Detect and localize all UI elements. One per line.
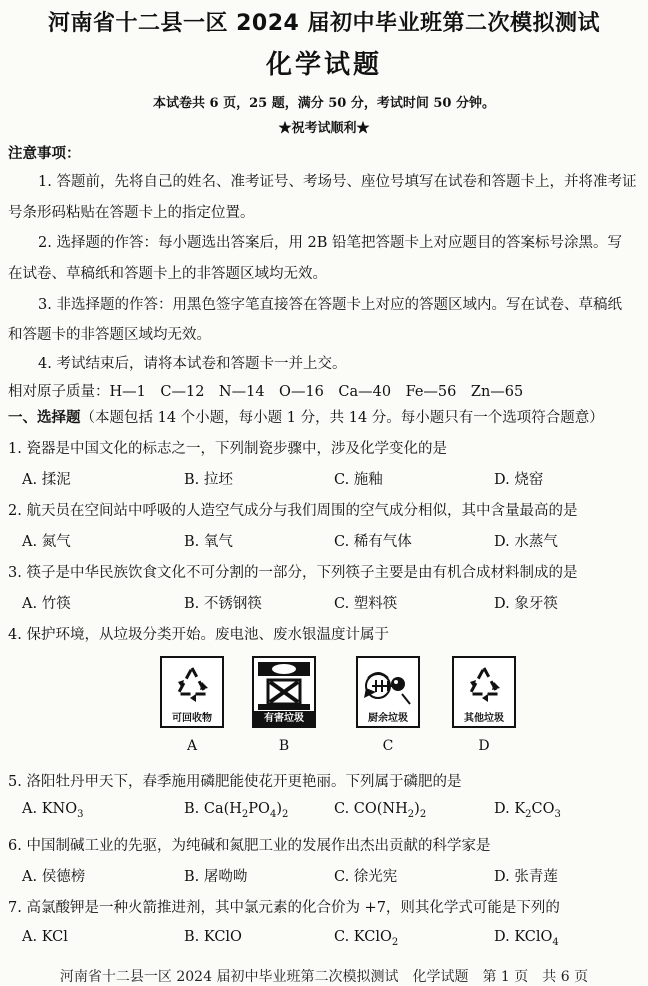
bin-option-d [452,656,516,728]
notice-heading: 注意事项： [8,146,81,162]
section-1-desc: （本题包括 14 个小题，每小题 1 分，共 14 分。每小题只有一个选项符合题意） [80,410,604,426]
question-2-option-d: D. 水蒸气 [494,534,558,550]
question-7-option-d: D. KClO$_4$ [494,929,559,948]
section-1-header [8,406,604,427]
question-6-stem: 6. 中国制碱工业的先驱，为纯碱和氮肥工业的发展作出杰出贡献的科学家是 [8,838,491,854]
bin-option-a [160,656,224,728]
exam-title: 河南省十二县一区 2024 届初中毕业班第二次模拟测试 [47,11,601,36]
bin-label-b: 有害垃圾 [254,711,314,726]
recycle-icon [454,658,514,714]
bin-label-d: 其他垃圾 [464,713,504,724]
bin-letter-b: B [278,738,290,754]
exam-info: 本试卷共 6 页，25 题，满分 50 分，考试时间 50 分钟。 [153,96,495,111]
page-footer: 河南省十二县一区 2024 届初中毕业班第二次模拟测试 化学试题 第 1 页 共 6 页 [59,969,589,985]
question-7-option-b: B. KClO [184,929,242,945]
question-4-stem: 4. 保护环境，从垃圾分类开始。废电池、废水银温度计属于 [8,627,389,643]
question-5-option-c: C. $CO(NH_2)_2$ [334,801,427,820]
question-3-option-d: D. 象牙筷 [494,596,558,612]
bin-label-c: 厨余垃圾 [368,713,408,724]
question-5-option-b: B. $Ca(H_2PO_4)_2$ [184,801,289,820]
question-5-option-a: A. $KNO_3$ [22,801,84,820]
question-1-option-b: B. 拉坯 [184,472,233,488]
question-5-option-d: D. $K_2CO_3$ [494,801,561,820]
bin-letter-a: A [186,738,198,754]
notice-item-2-line-1: 2. 选择题的作答：每小题选出答案后，用 2B 铅笔把答题卡上对应题目的答案标号涂黑。写 [38,235,623,251]
hazardous-waste-icon [254,658,314,714]
notice-item-1-line-2: 号条形码粘贴在答题卡上的指定位置。 [8,205,255,221]
question-5-stem: 5. 洛阳牡丹甲天下，春季施用磷肥能使花开更艳丽。下列属于磷肥的是 [8,774,462,790]
notice-item-1-line-1: 1. 答题前，先将自己的姓名、准考证号、考场号、座位号填写在试卷和答题卡上，并将准考证 [38,174,637,190]
exam-wish: ★祝考试顺利★ [278,121,370,136]
question-2-stem: 2. 航天员在空间站中呼吸的人造空气成分与我们周围的空气成分相似，其中含量最高的是 [8,503,578,519]
atomic-mass-line: 相对原子质量：H—1 C—12 N—14 O—16 Ca—40 Fe—56 Zn—65 [8,384,524,400]
question-6-option-b: B. 屠呦呦 [184,869,248,885]
question-1-option-d: D. 烧窑 [494,472,544,488]
notice-item-3-line-2: 和答题卡的非答题区域均无效。 [8,327,211,343]
question-2-option-a: A. 氮气 [22,534,71,550]
question-1-option-a: A. 揉泥 [22,472,71,488]
bin-label-a: 可回收物 [172,713,212,724]
bin-option-b [252,656,316,728]
question-3-option-a: A. 竹筷 [22,596,71,612]
question-1-option-c: C. 施釉 [334,472,383,488]
question-7-option-c: C. KClO$_2$ [334,929,399,948]
question-7-option-a: A. KCl [22,929,68,945]
recycle-icon [162,658,222,714]
question-6-option-c: C. 徐光宪 [334,869,398,885]
question-3-option-c: C. 塑料筷 [334,596,398,612]
fish-bone-icon [358,658,418,714]
question-7-stem: 7. 高氯酸钾是一种火箭推进剂，其中氯元素的化合价为 +7，则其化学式可能是下列的 [8,900,560,916]
bin-letter-c: C [382,738,394,754]
question-1-stem: 1. 瓷器是中国文化的标志之一，下列制瓷步骤中，涉及化学变化的是 [8,441,447,457]
question-6-option-d: D. 张青莲 [494,869,558,885]
question-2-option-c: C. 稀有气体 [334,534,412,550]
notice-item-2-line-2: 在试卷、草稿纸和答题卡上的非答题区域均无效。 [8,266,327,282]
question-6-option-a: A. 侯德榜 [22,869,86,885]
bin-letter-d: D [478,738,490,754]
question-2-option-b: B. 氧气 [184,534,233,550]
bin-option-c [356,656,420,728]
question-3-stem: 3. 筷子是中华民族饮食文化不可分割的一部分，下列筷子主要是由有机合成材料制成的是 [8,565,578,581]
subject-title: 化学试题 [265,50,382,80]
question-3-option-b: B. 不锈钢筷 [184,596,262,612]
notice-item-4: 4. 考试结束后，请将本试卷和答题卡一并上交。 [38,356,347,372]
section-1-title: 一、选择题 [8,410,81,426]
notice-item-3-line-1: 3. 非选择题的作答：用黑色签字笔直接答在答题卡上对应的答题区域内。写在试卷、草稿纸 [38,297,622,313]
